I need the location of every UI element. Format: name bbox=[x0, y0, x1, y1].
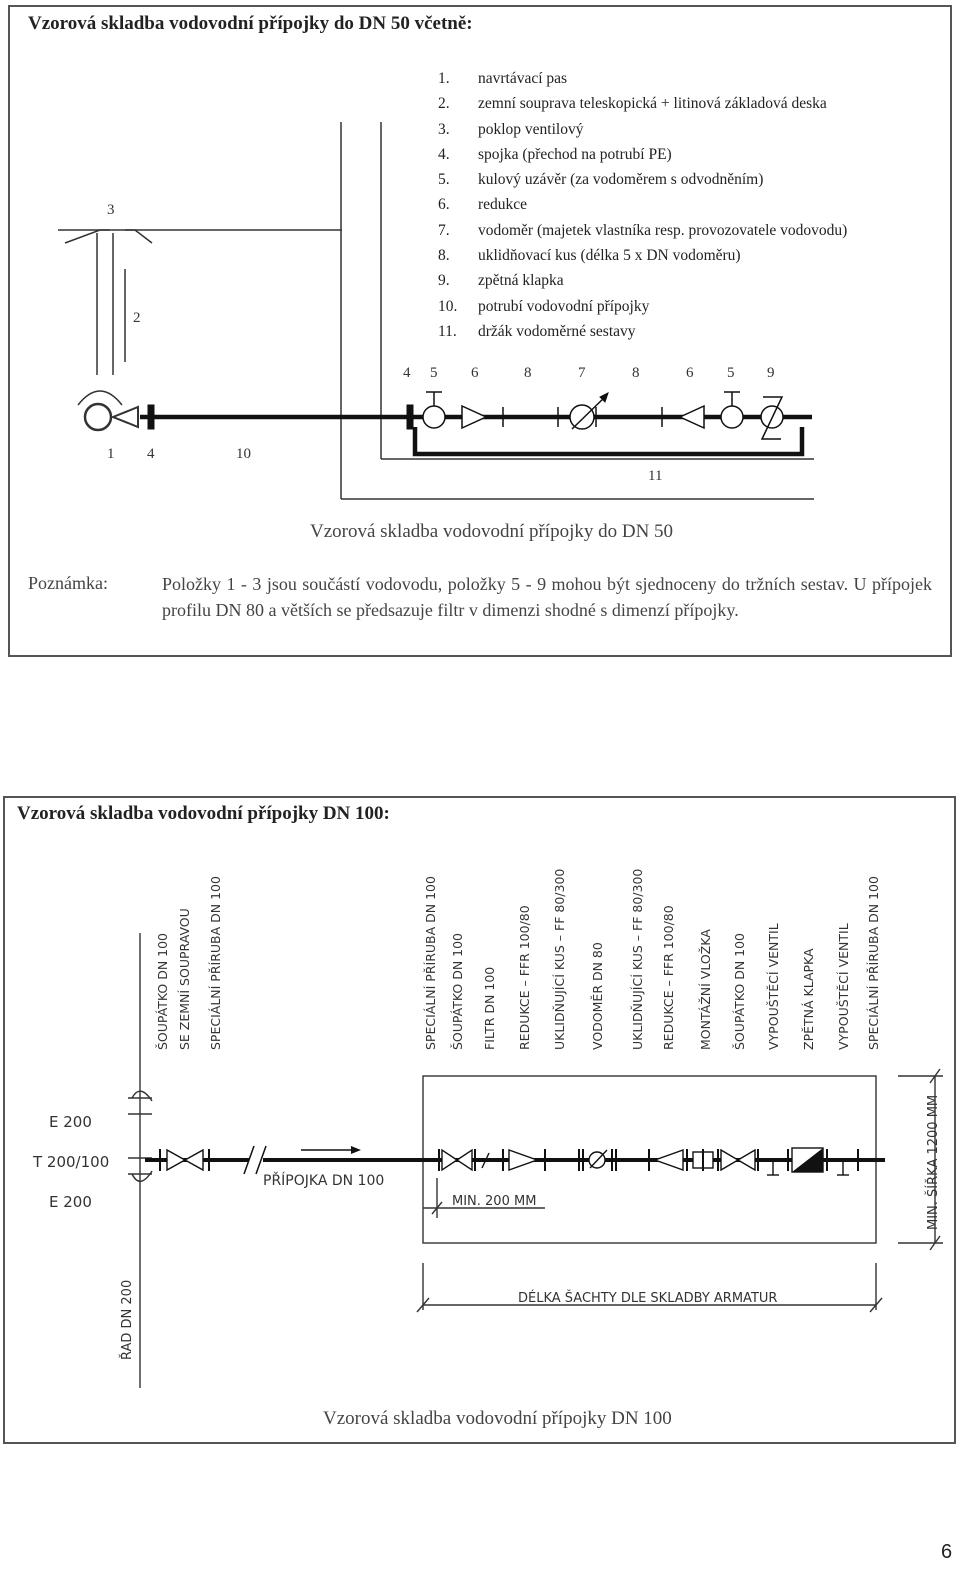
vlabel: MONTÁŽNÍ VLOŽKA bbox=[698, 929, 713, 1050]
panel2-caption: Vzorová skladba vodovodní přípojky DN 100 bbox=[323, 1408, 672, 1429]
label-10: 10 bbox=[236, 446, 251, 462]
label-top: 4 bbox=[403, 365, 411, 381]
shaft-length-label: DÉLKA ŠACHTY DLE SKLADBY ARMATUR bbox=[518, 1291, 778, 1306]
list-item: 7. vodoměr (majetek vlastníka resp. provozovatele vodovodu) bbox=[438, 221, 848, 239]
vlabel: REDUKCE – FFR 100/80 bbox=[517, 905, 532, 1050]
label-top: 6 bbox=[686, 365, 694, 381]
label-top: 5 bbox=[727, 365, 735, 381]
list-item: 5. kulový uzávěr (za vodoměrem s odvodněním) bbox=[438, 171, 764, 189]
list-item: 2. zemní souprava teleskopická + litinová základová deska bbox=[438, 95, 827, 113]
list-item: 10. potrubí vodovodní přípojky bbox=[438, 297, 650, 315]
vlabel: UKLIDŇUJÍCÍ KUS – FF 80/300 bbox=[630, 868, 645, 1050]
note-text: Položky 1 - 3 jsou součástí vodovodu, položky 5 - 9 mohou být sjednoceny do tržních sestav. U přípojek profilu DN 80 a větších se předsazuje filtr v dimenzi shodné s dimenzí přípojky. bbox=[162, 574, 932, 620]
label-top: 7 bbox=[578, 365, 586, 381]
t-label: T 200/100 bbox=[33, 1153, 110, 1171]
vlabel: SPECIÁLNÍ PŘÍRUBA DN 100 bbox=[423, 876, 438, 1050]
label-top: 8 bbox=[524, 365, 532, 381]
label-1: 1 bbox=[107, 446, 115, 462]
vlabel: VYPOUŠTĚCÍ VENTIL bbox=[836, 923, 851, 1050]
list-item: 6. redukce bbox=[438, 196, 528, 214]
panel2-title: Vzorová skladba vodovodní přípojky DN 100: bbox=[17, 803, 390, 824]
list-item: 9. zpětná klapka bbox=[438, 272, 564, 290]
page-number: 6 bbox=[941, 1541, 953, 1563]
vlabel: SPECIÁLNÍ PŘÍRUBA DN 100 bbox=[866, 876, 881, 1050]
label-top: 9 bbox=[767, 365, 775, 381]
vlabel: ŠOUPÁTKO DN 100 bbox=[450, 932, 465, 1050]
vlabel: UKLIDŇUJÍCÍ KUS – FF 80/300 bbox=[552, 868, 567, 1050]
vlabel: VYPOUŠTĚCÍ VENTIL bbox=[766, 923, 781, 1050]
vlabel: ŠOUPÁTKO DN 100 bbox=[732, 932, 747, 1050]
label-3: 3 bbox=[107, 202, 115, 218]
vlabel: SE ZEMNÍ SOUPRAVOU bbox=[177, 908, 192, 1050]
e-top-label: E 200 bbox=[49, 1113, 92, 1131]
label-top: 6 bbox=[471, 365, 479, 381]
label-4: 4 bbox=[147, 446, 155, 462]
list-item: 11. držák vodoměrné sestavy bbox=[438, 322, 636, 340]
dn50-schematic bbox=[10, 7, 950, 527]
min-200-label: MIN. 200 MM bbox=[452, 1194, 537, 1209]
panel-dn100 bbox=[3, 796, 956, 1444]
pipe-label: PŘÍPOJKA DN 100 bbox=[263, 1173, 385, 1189]
min-width-label: MIN. ŠÍŘKA 1200 MM bbox=[926, 1094, 941, 1230]
vlabel: ZPĚTNÁ KLAPKA bbox=[801, 948, 816, 1050]
e-bottom-label: E 200 bbox=[49, 1193, 92, 1211]
label-2: 2 bbox=[133, 310, 141, 326]
label-top: 5 bbox=[430, 365, 438, 381]
panel-dn50 bbox=[8, 5, 952, 657]
vlabel: REDUKCE – FFR 100/80 bbox=[661, 905, 676, 1050]
label-11: 11 bbox=[648, 468, 663, 484]
main-pipe-label: ŘAD DN 200 bbox=[120, 1279, 135, 1360]
vlabel: ŠOUPÁTKO DN 100 bbox=[155, 932, 170, 1050]
list-item: 3. poklop ventilový bbox=[438, 120, 584, 138]
panel1-title: Vzorová skladba vodovodní přípojky do DN 50 včetně: bbox=[28, 13, 473, 34]
list-item: 1. navrtávací pas bbox=[438, 70, 568, 87]
list-item: 8. uklidňovací kus (délka 5 x DN vodoměru) bbox=[438, 247, 741, 265]
note-label: Poznámka: bbox=[28, 573, 108, 593]
vlabel: SPECIÁLNÍ PŘÍRUBA DN 100 bbox=[208, 876, 223, 1050]
panel1-caption: Vzorová skladba vodovodní přípojky do DN 50 bbox=[310, 521, 674, 542]
label-top: 8 bbox=[632, 365, 640, 381]
vlabel: FILTR DN 100 bbox=[482, 966, 497, 1050]
dn100-schematic bbox=[5, 798, 954, 1398]
vlabel: VODOMĚR DN 80 bbox=[590, 942, 605, 1050]
list-item: 4. spojka (přechod na potrubí PE) bbox=[438, 145, 672, 163]
